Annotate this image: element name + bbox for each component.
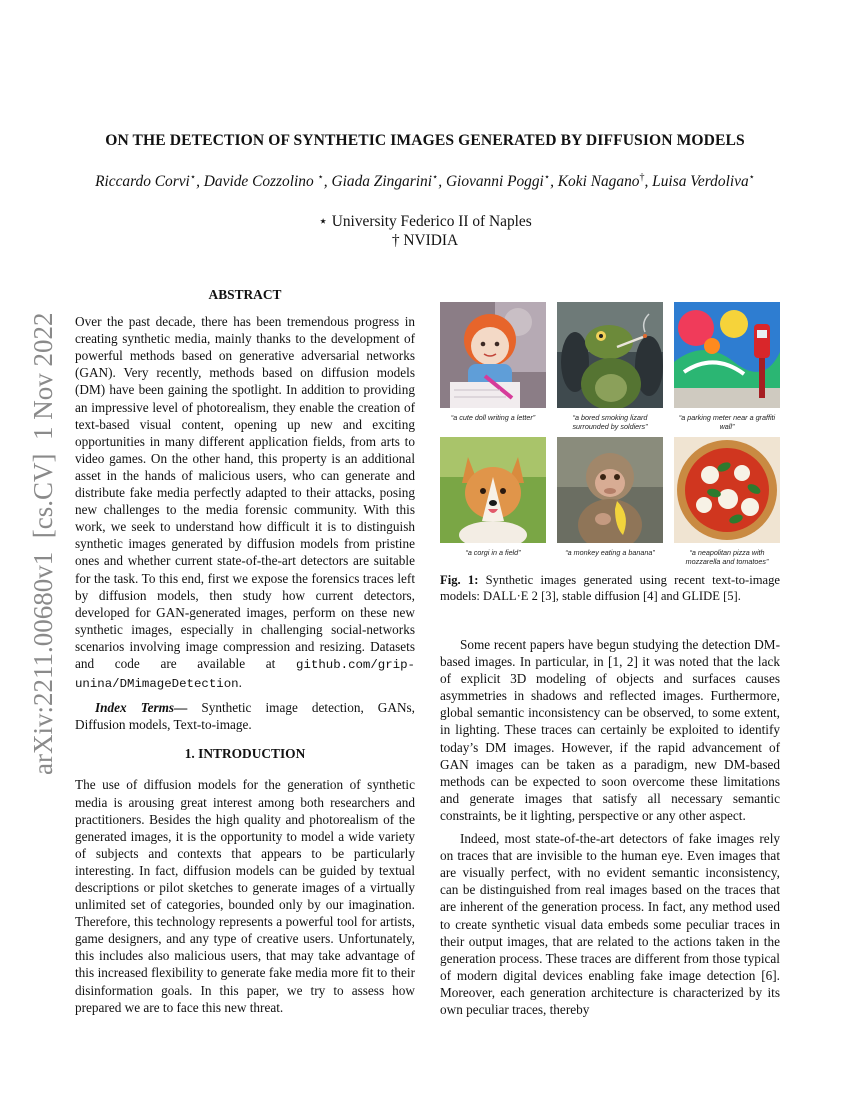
right-column	[440, 636, 780, 1018]
code-link[interactable]: github.com/grip-unina/DMimageDetection	[75, 657, 415, 692]
figure-caption-corgi: “a corgi in a field”	[465, 548, 521, 557]
author-3: Giada Zingarini⋆,	[331, 172, 446, 191]
figure-caption-lizard: “a bored smoking lizard surrounded by soldiers”	[572, 413, 648, 431]
right-paragraph-2: Indeed, most state-of-the-art detectors of fake images rely on traces that are invisible to the human eye. Even images that are visually perfect, with no evident semantic inconsistency, can be distinguished from real images based on the traces that are inherent of the generation process. In fact, any method used to create synthetic visual data embeds some peculiar traces in their output images, that are related to the actions taken in the generation process. These traces are different from those typical of modern digital devices enabling fake image detection [6]. Moreover, each generation architecture is characterized by its own peculiar traces, thereby	[440, 831, 780, 1017]
figure-caption-monkey: “a monkey eating a banana”	[565, 548, 655, 557]
arxiv-stamp-text: arXiv:2211.00680v1 [cs.CV] 1 Nov 2022	[28, 312, 58, 775]
figure-caption-doll: “a cute doll writing a letter”	[450, 413, 536, 422]
affiliation-nvidia: † NVIDIA	[391, 232, 459, 249]
index-terms: Index Terms— Synthetic image detection, GANs, Diffusion models, Text-to-image.	[75, 700, 415, 733]
figure-1	[440, 302, 780, 605]
abstract-text: Over the past decade, there has been tremendous progress in creating synthetic media, mainly thanks to the development of powerful methods based on generative adversarial networks (GAN). Very recently, methods based on diffusion models (DM) have been gaining the spotlight. In addition to providing an impressive level of photorealism, they enable the creation of text-based visual content, opening up new and exciting opportunities in many different application fields, from arts to video games. On the other hand, this property is an additional asset in the hands of malicious users, who can generate and distribute fake media perfectly adapted to their attacks, posing new challenges to the media forensic community. With this work, we seek to understand how difficult it is to distinguish synthetic images generated by diffusion models from pristine ones and whether current state-of-the-art detectors are suitable for the task. To this end, first we expose the forensics traces left by diffusion models, then study how current detectors, developed for GAN-generated images, perform on these new synthetic images, especially in challenging social-networks scenarios involving image compression and resizing. Datasets and code are available at github.com/grip-unina/DMimageDetection.	[75, 314, 415, 692]
author-6: Luisa Verdoliva⋆	[652, 172, 755, 191]
figure-caption-pizza: “a neapolitan pizza with mozzarella and tomatoes”	[685, 548, 769, 566]
figure-image-lizard	[557, 302, 663, 433]
figure-image-monkey	[557, 437, 663, 568]
author-2: Davide Cozzolino ⋆,	[203, 172, 332, 191]
author-5: Koki Nagano†,	[557, 172, 653, 191]
figure-image-pizza	[674, 437, 780, 568]
intro-text: The use of diffusion models for the generation of synthetic media is arousing great interest among both researchers and practitioners. Besides the high quality and photorealism of the generated images, it is the opportunity to model a wide variety of subjects and contexts that appears to be particularly interesting. In fact, diffusion models can be guided by textual descriptions or pilot sketches to generate images of a virtually unlimited set of categories, bounded only by our imagination. Therefore, this technology represents a powerful tool for artists, game designers, and any type of creative users. Unfortunately, this includes also malicious users, that may take advantage of this increased flexibility to generate fake media more fit to their disinformation goals. In this paper, we try to assess how prepared we are to face this new threat.	[75, 777, 415, 1015]
intro-heading: 1. INTRODUCTION	[184, 746, 306, 762]
abstract-heading: ABSTRACT	[208, 287, 282, 302]
figure-image-corgi	[440, 437, 546, 568]
figure-image-doll	[440, 302, 546, 433]
figure-caption-parking-meter: “a parking meter near a graffiti wall”	[678, 413, 776, 431]
arxiv-stamp	[18, 290, 64, 780]
right-paragraph-1: Some recent papers have begun studying the detection DM-based images. In particular, in [1, 2] it was noted that the lack of explicit 3D modeling of objects and surfaces causes asymmetries in shadows and reflected images. Furthermore, global semantic inconsistency can be observed, to some extent, in lighting. These traces can certainly be exploited to identify today’s DM images. However, if the rapid advancement of GAN images can be taken as a paradigm, new DM-based methods can be expected to soon overcome these limitations and generate images that satisfy all necessary semantic constraints, be it lighting, perspective or any other aspect.	[440, 637, 780, 823]
affiliation-naples: ⋆ University Federico II of Naples	[318, 213, 532, 230]
left-column	[75, 286, 415, 1016]
paper-title: ON THE DETECTION OF SYNTHETIC IMAGES GENERATED BY DIFFUSION MODELS	[105, 132, 745, 149]
figure-image-parking-meter	[674, 302, 780, 433]
author-4: Giovanni Poggi⋆,	[445, 172, 558, 191]
author-1: Riccardo Corvi⋆,	[95, 172, 204, 191]
figure-1-caption: Fig. 1: Synthetic images generated using recent text-to-image models: DALL·E 2 [3], stable diffusion [4] and GLIDE [5].	[440, 573, 780, 604]
author-list	[40, 172, 810, 191]
